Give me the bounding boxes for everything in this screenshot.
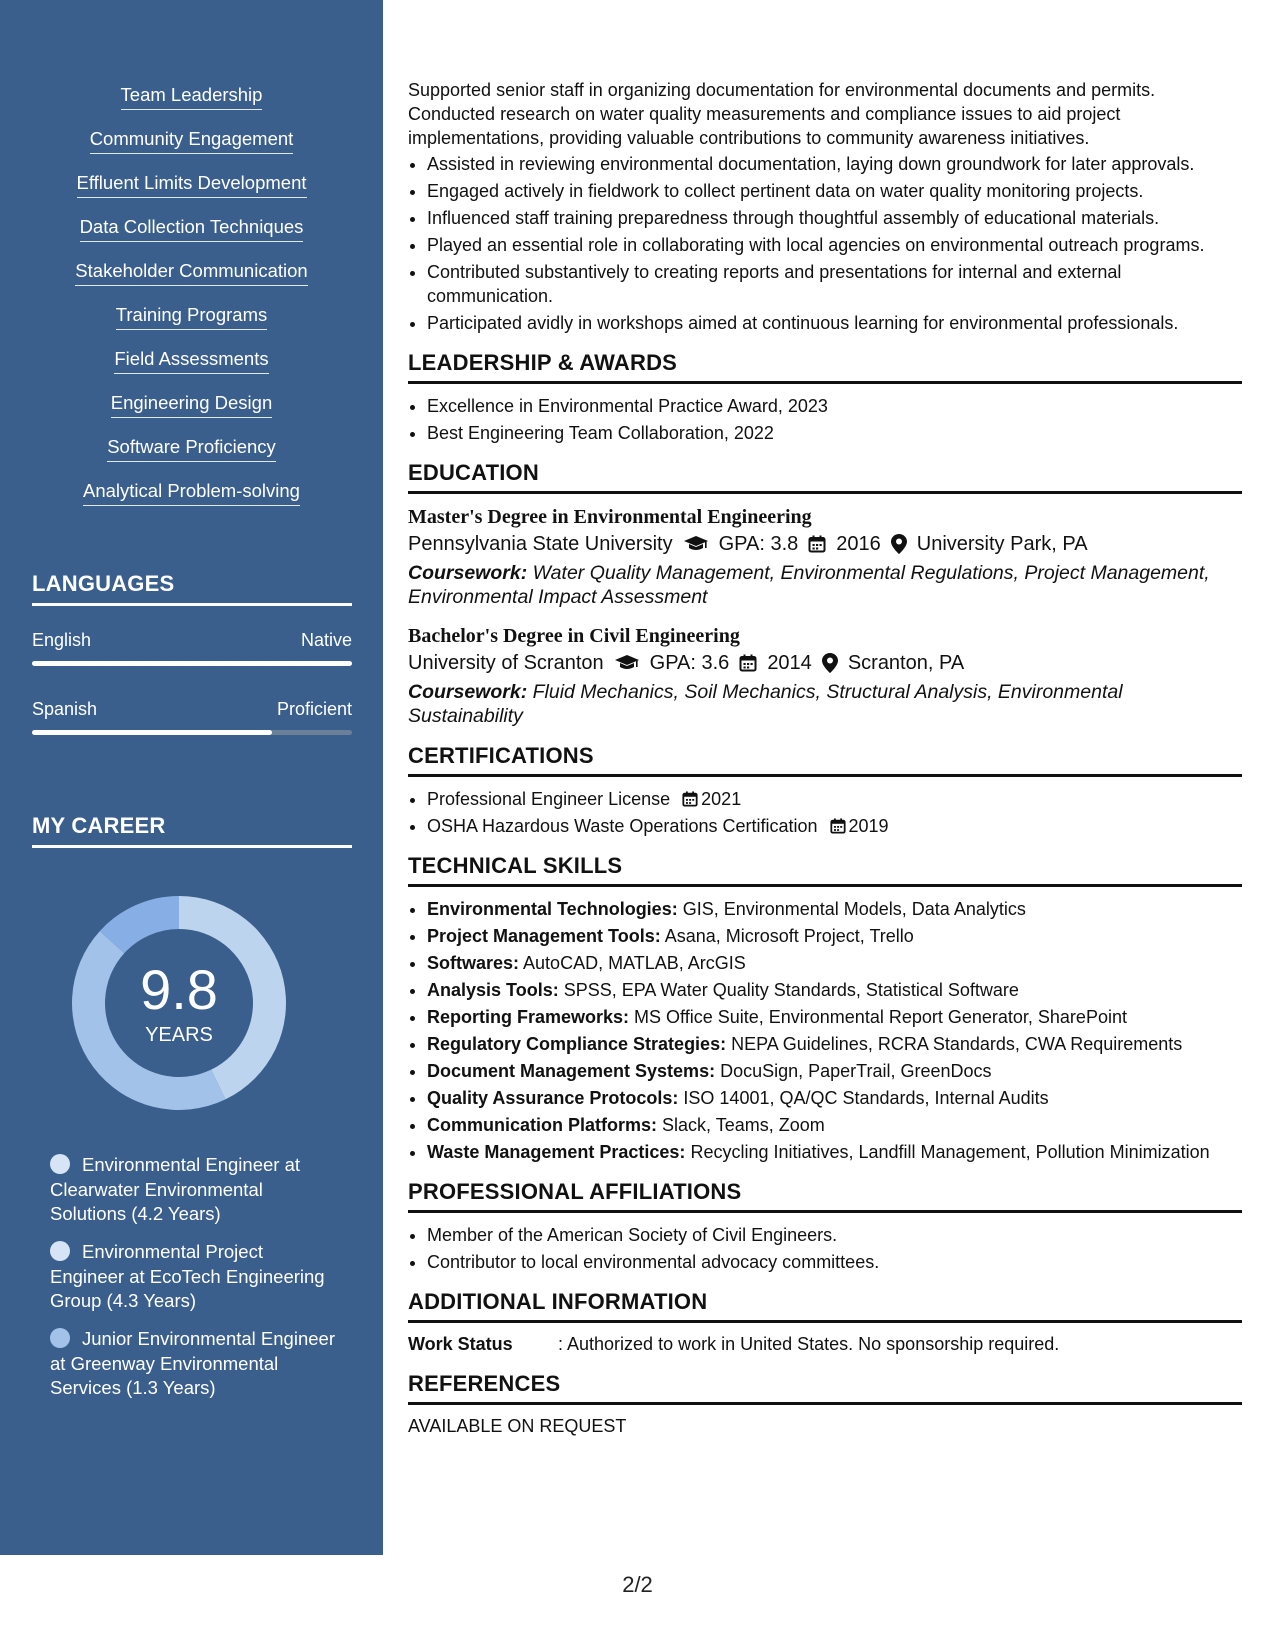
experience-summary: Supported senior staff in organizing documentation for environmental documents and permits. Conducted research on water quality measurements and compliance issues to aid project implementations, providing valuable contributions to community awareness initiatives. xyxy=(408,80,1156,148)
location-pin-icon xyxy=(891,534,907,554)
language-spanish xyxy=(32,699,352,735)
graduation-year: 2016 xyxy=(836,533,881,555)
skill-category: Waste Management Practices: xyxy=(427,1142,686,1162)
education-heading: EDUCATION xyxy=(408,459,1242,494)
skill-item: Stakeholder Communication xyxy=(75,260,307,286)
skill-category: Quality Assurance Protocols: xyxy=(427,1088,679,1108)
school-location: University Park, PA xyxy=(916,533,1088,555)
skill-values: SPSS, EPA Water Quality Standards, Statistical Software xyxy=(558,980,1019,1000)
languages-heading: LANGUAGES xyxy=(32,571,352,606)
sidebar xyxy=(0,0,383,1555)
calendar-icon xyxy=(830,818,846,834)
language-name: English xyxy=(32,630,92,650)
references-heading: REFERENCES xyxy=(408,1370,1242,1405)
awards-heading: LEADERSHIP & AWARDS xyxy=(408,349,1242,384)
skills-list xyxy=(0,84,383,524)
career-dot xyxy=(50,1241,70,1261)
technical-skill-item xyxy=(427,1005,1242,1029)
career-text: Environmental Engineer at Clearwater Environmental Solutions (4.2 Years) xyxy=(50,1154,301,1224)
education-entry xyxy=(408,623,1242,728)
language-name: Spanish xyxy=(32,699,98,719)
main-content xyxy=(408,78,1242,1438)
career-total-years: 9.8 xyxy=(140,958,218,1021)
award-item: • Best Engineering Team Collaboration, 2022 xyxy=(427,421,1242,445)
school-location: Scranton, PA xyxy=(847,652,965,674)
coursework xyxy=(408,561,1242,609)
career-dot xyxy=(50,1328,70,1348)
certifications-heading: CERTIFICATIONS xyxy=(408,742,1242,777)
certification-item xyxy=(427,814,1242,838)
calendar-icon xyxy=(739,654,757,672)
coursework-label: Coursework: xyxy=(408,562,528,584)
degree-title: Bachelor's Degree in Civil Engineering xyxy=(408,625,740,647)
work-status-value: : Authorized to work in United States. No sponsorship required. xyxy=(558,1334,1060,1354)
affiliations-heading: PROFESSIONAL AFFILIATIONS xyxy=(408,1178,1242,1213)
language-level: Native xyxy=(300,630,352,650)
skill-item: Effluent Limits Development xyxy=(77,172,307,198)
skill-category: Analysis Tools: xyxy=(427,980,559,1000)
coursework-list: Water Quality Management, Environmental Regulations, Project Management, Environmental Impact Assessment xyxy=(408,562,1210,608)
coursework-label: Coursework: xyxy=(408,681,528,703)
technical-skill-item xyxy=(427,1140,1242,1164)
skill-values: Slack, Teams, Zoom xyxy=(657,1115,825,1135)
certifications-list xyxy=(408,787,1242,838)
work-status-label: Work Status xyxy=(408,1334,513,1354)
skill-item: Data Collection Techniques xyxy=(80,216,304,242)
experience-bullet: • Played an essential role in collaborating with local agencies on environmental outreach programs. xyxy=(427,233,1242,257)
language-bar xyxy=(32,661,352,666)
skill-category: Reporting Frameworks: xyxy=(427,1007,630,1027)
career-years-unit: YEARS xyxy=(145,1024,213,1046)
skill-values: ISO 14001, QA/QC Standards, Internal Audits xyxy=(678,1088,1049,1108)
certification-name: OSHA Hazardous Waste Operations Certification xyxy=(427,816,818,836)
career-item xyxy=(50,1153,340,1227)
technical-skill-item xyxy=(427,1059,1242,1083)
skill-item: Analytical Problem-solving xyxy=(83,480,300,506)
technical-skill-item xyxy=(427,1032,1242,1056)
graduation-cap-icon xyxy=(614,654,640,672)
career-donut-label xyxy=(66,890,292,1116)
technical-skills-list xyxy=(408,897,1242,1164)
skill-item: Community Engagement xyxy=(90,128,294,154)
technical-skill-item xyxy=(427,978,1242,1002)
coursework xyxy=(408,680,1242,728)
skill-values: NEPA Guidelines, RCRA Standards, CWA Requirements xyxy=(726,1034,1183,1054)
skill-category: Regulatory Compliance Strategies: xyxy=(427,1034,727,1054)
award-item: • Excellence in Environmental Practice Award, 2023 xyxy=(427,394,1242,418)
technical-skill-item xyxy=(427,1113,1242,1137)
certification-item xyxy=(427,787,1242,811)
experience-bullet: • Participated avidly in workshops aimed at continuous learning for environmental professionals. xyxy=(427,311,1242,335)
career-item xyxy=(50,1327,340,1401)
skill-values: Asana, Microsoft Project, Trello xyxy=(660,926,914,946)
experience-bullets xyxy=(408,152,1242,335)
calendar-icon xyxy=(808,535,826,553)
experience-bullet: • Influenced staff training preparedness through thoughtful assembly of educational materials. xyxy=(427,206,1242,230)
coursework-list: Fluid Mechanics, Soil Mechanics, Structural Analysis, Environmental Sustainability xyxy=(408,681,1123,727)
certification-name: Professional Engineer License xyxy=(427,789,671,809)
education-meta xyxy=(408,649,1242,677)
affiliations-list xyxy=(408,1223,1242,1274)
gpa: GPA: 3.8 xyxy=(718,533,799,555)
technical-skills-heading: TECHNICAL SKILLS xyxy=(408,852,1242,887)
language-bar xyxy=(32,730,352,735)
technical-skill-item xyxy=(427,1086,1242,1110)
work-status-row xyxy=(408,1332,1242,1356)
skill-values: DocuSign, PaperTrail, GreenDocs xyxy=(715,1061,992,1081)
skill-values: Recycling Initiatives, Landfill Management, Pollution Minimization xyxy=(685,1142,1210,1162)
skill-item: Engineering Design xyxy=(111,392,272,418)
experience-bullet: • Engaged actively in fieldwork to collect pertinent data on water quality monitoring projects. xyxy=(427,179,1242,203)
additional-info-heading: ADDITIONAL INFORMATION xyxy=(408,1288,1242,1323)
degree-title: Master's Degree in Environmental Engineering xyxy=(408,506,812,528)
skill-category: Project Management Tools: xyxy=(427,926,661,946)
career-item xyxy=(50,1240,340,1314)
skill-category: Document Management Systems: xyxy=(427,1061,716,1081)
graduation-year: 2014 xyxy=(767,652,812,674)
career-heading: MY CAREER xyxy=(32,813,352,848)
education-entry xyxy=(408,504,1242,609)
skill-item: Software Proficiency xyxy=(107,436,276,462)
skill-category: Environmental Technologies: xyxy=(427,899,678,919)
skill-values: AutoCAD, MATLAB, ArcGIS xyxy=(519,953,746,973)
references-text: AVAILABLE ON REQUEST xyxy=(408,1416,627,1436)
certification-year: 2021 xyxy=(701,789,742,809)
school-name: Pennsylvania State University xyxy=(408,533,673,555)
language-english xyxy=(32,630,352,666)
technical-skill-item xyxy=(427,951,1242,975)
school-name: University of Scranton xyxy=(408,652,604,674)
experience-bullet: • Assisted in reviewing environmental documentation, laying down groundwork for later approvals. xyxy=(427,152,1242,176)
language-level: Proficient xyxy=(276,699,352,719)
certification-year: 2019 xyxy=(848,816,889,836)
skill-values: MS Office Suite, Environmental Report Generator, SharePoint xyxy=(629,1007,1127,1027)
skill-item: Field Assessments xyxy=(114,348,268,374)
affiliation-item: • Member of the American Society of Civil Engineers. xyxy=(427,1223,1242,1247)
skill-values: GIS, Environmental Models, Data Analytics xyxy=(677,899,1026,919)
technical-skill-item xyxy=(427,924,1242,948)
career-text: Junior Environmental Engineer at Greenway Environmental Services (1.3 Years) xyxy=(50,1328,335,1398)
career-dot xyxy=(50,1154,70,1174)
language-bar-fill xyxy=(32,730,272,735)
gpa: GPA: 3.6 xyxy=(649,652,730,674)
awards-list xyxy=(408,394,1242,445)
skill-item: Team Leadership xyxy=(121,84,263,110)
experience-bullet: • Contributed substantively to creating reports and presentations for internal and external communication. xyxy=(427,260,1242,308)
career-text: Environmental Project Engineer at EcoTech Engineering Group (4.3 Years) xyxy=(50,1241,325,1311)
skill-category: Softwares: xyxy=(427,953,520,973)
graduation-cap-icon xyxy=(683,535,709,553)
technical-skill-item xyxy=(427,897,1242,921)
page-number: 2/2 xyxy=(622,1572,653,1597)
affiliation-item: • Contributor to local environmental advocacy committees. xyxy=(427,1250,1242,1274)
location-pin-icon xyxy=(822,653,838,673)
skill-category: Communication Platforms: xyxy=(427,1115,658,1135)
education-meta xyxy=(408,530,1242,558)
language-bar-fill xyxy=(32,661,352,666)
calendar-icon xyxy=(682,791,698,807)
skill-item: Training Programs xyxy=(116,304,267,330)
